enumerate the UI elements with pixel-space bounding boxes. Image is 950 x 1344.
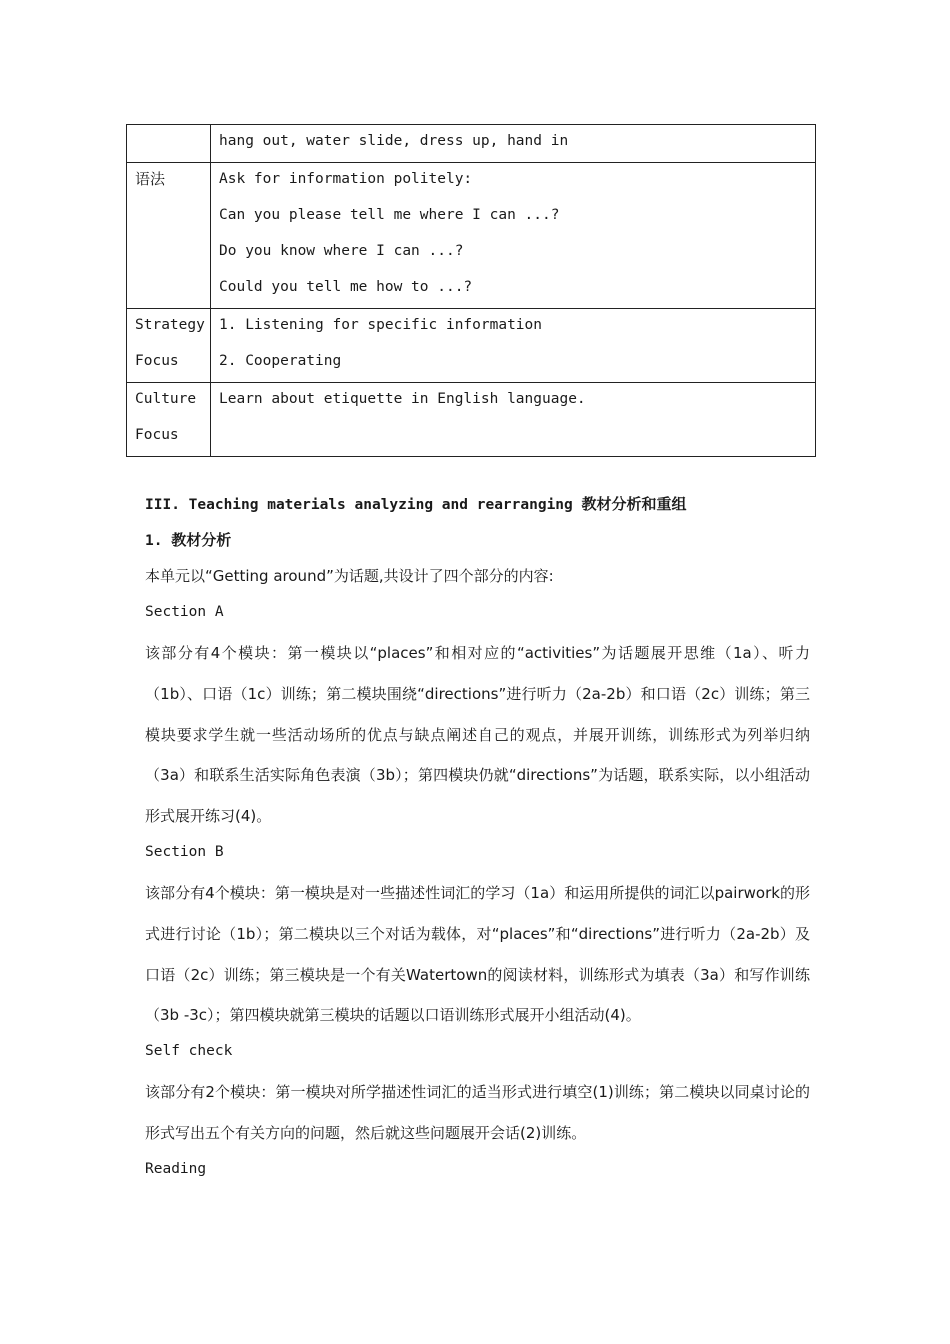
culture-label: Culture [135, 391, 197, 407]
table-row-grammar [127, 163, 816, 309]
table-row-strategy [127, 309, 816, 383]
grammar-label: 语法 [135, 170, 166, 188]
row-content-cell [211, 309, 816, 383]
table-row-culture [127, 383, 816, 457]
section-heading-cn: 教材分析和重组 [581, 495, 687, 513]
strategy-item: 2. Cooperating [219, 353, 342, 369]
section-heading-en: III. Teaching materials analyzing and rearranging [145, 497, 582, 513]
self-check-paragraph: 该部分有2个模块：第一模块对所学描述性词汇的适当形式进行填空(1)训练；第二模块以同桌讨论的形式写出五个有关方向的问题，然后就这些问题展开会话(2)训练。 [145, 1083, 810, 1142]
table-row-vocabulary [127, 125, 816, 163]
subsection-number: 1. [145, 533, 172, 549]
culture-label: Focus [135, 427, 179, 443]
section-b-title: Section B [145, 843, 224, 860]
grammar-line: Could you tell me how to ...? [219, 279, 473, 295]
section-a-title: Section A [145, 604, 224, 620]
grammar-line: Can you please tell me where I can ...? [219, 207, 560, 223]
reading-title: Reading [145, 1160, 207, 1177]
self-check-title: Self check [145, 1043, 233, 1060]
phrase-list: hang out, water slide, dress up, hand in [219, 133, 569, 149]
row-label-cell [127, 309, 211, 383]
subsection-title: 教材分析 [171, 531, 232, 549]
strategy-item: 1. Listening for specific information [219, 317, 543, 333]
grammar-line: Do you know where I can ...? [219, 243, 464, 259]
strategy-label: Strategy [135, 317, 205, 333]
grammar-line: Ask for information politely: [219, 171, 473, 187]
syllabus-table [126, 124, 816, 457]
section-b-paragraph: 该部分有4个模块：第一模块是对一些描述性词汇的学习（1a）和运用所提供的词汇以pairwork的形式进行讨论（1b）；第二模块以三个对话为载体，对“places”和“directions”进行听力（2a-2b）及口语（2c）训练；第三模块是一个有关Watertown的阅读材料，训练形式为填表（3a）和写作训练（3b -3c）；第四模块就第三模块的话题以口语训练形式展开小组活动(4)。 [145, 883, 810, 1025]
section-a-paragraph: 该部分有4个模块：第一模块以“places”和相对应的“activities”为话题展开思维（1a）、听力（1b）、口语（1c）训练；第二模块围绕“directions”进行听力（2a-2b）和口语（2c）训练；第三模块要求学生就一些活动场所的优点与缺点阐述自己的观点，并展开训练，训练形式为列举归纳（3a）和联系生活实际角色表演（3b）；第四模块仍就“directions”为话题，联系实际，以小组活动形式展开练习(4)。 [145, 644, 810, 826]
section-3-content [145, 489, 810, 1190]
row-content-cell [211, 383, 816, 457]
row-label-cell [127, 163, 211, 309]
row-content-cell [211, 163, 816, 309]
culture-item: Learn about etiquette in English language. [219, 391, 586, 407]
row-label-cell [127, 383, 211, 457]
strategy-label: Focus [135, 353, 179, 369]
subsection-heading [145, 525, 810, 561]
row-content-cell [211, 125, 816, 163]
intro-line: 本单元以“Getting around”为话题,共设计了四个部分的内容: [145, 567, 554, 585]
row-label-cell [127, 125, 211, 163]
section-heading [145, 489, 810, 525]
